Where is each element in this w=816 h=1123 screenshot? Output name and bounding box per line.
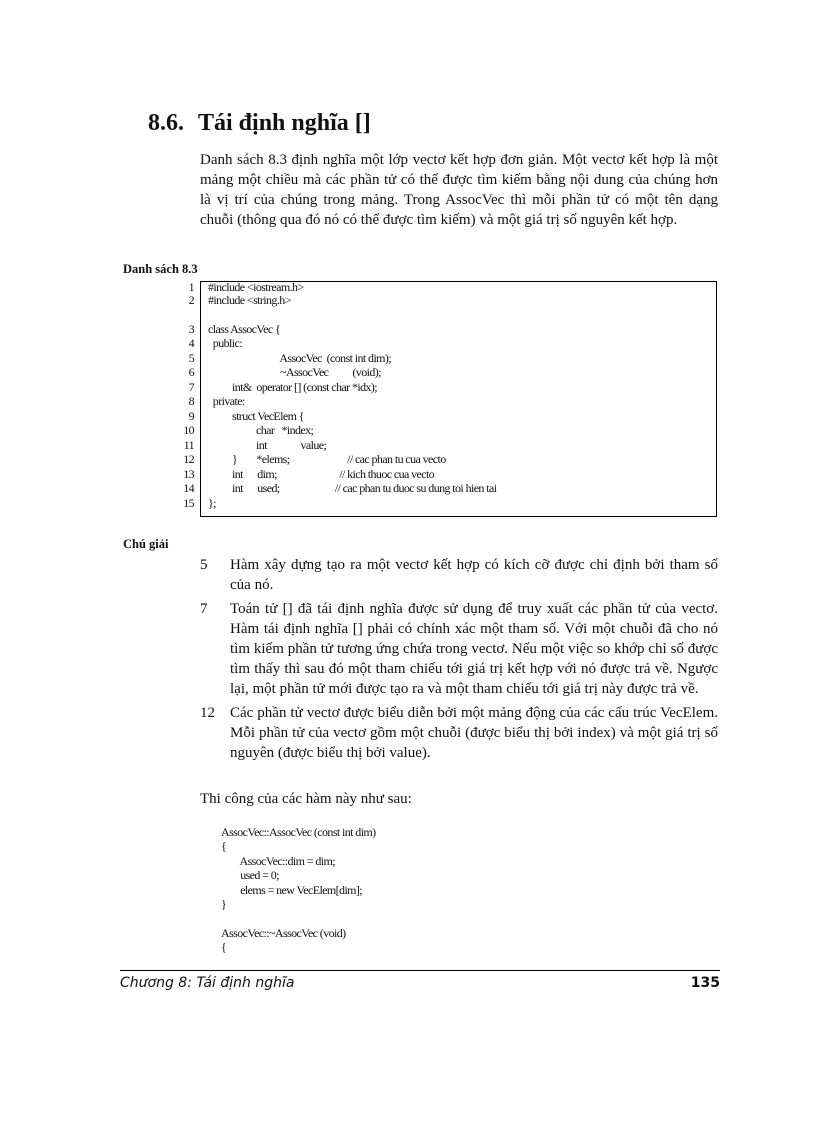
code-text: int value; [208,438,327,452]
section-title: Tái định nghĩa [] [198,110,371,136]
page-number: 135 [690,975,720,991]
impl-code-line: elems = new VecElem[dim]; [221,882,363,897]
note-text: Các phần tử vectơ được biểu diễn bởi một mảng động của các cấu trúc VecElem. Mỗi phần tử của vectơ gồm một chuỗi (được biểu thị bởi index) và một giá trị số nguyên (được biểu thị bởi value). [230,705,718,761]
line-number: 6 [188,365,194,379]
section-heading [148,110,371,137]
code-line [168,394,245,408]
code-text: #include <iostream.h> [208,280,304,294]
code-line [168,365,381,379]
footer-rule [120,970,720,971]
line-number: 15 [183,496,194,510]
impl-code-line: AssocVec::~AssocVec (void) [221,925,346,940]
code-text: private: [208,394,245,408]
impl-code-line [221,911,376,925]
code-text: #include <string.h> [208,293,291,307]
code-line [168,380,378,394]
code-text: int& operator [] (const char *idx); [208,380,378,394]
impl-code-line: AssocVec::AssocVec (const int dim) [221,825,376,839]
impl-code-line: used = 0; [221,868,279,883]
code-line [168,481,497,495]
line-number: 1 [188,280,194,294]
line-number: 13 [183,467,194,481]
notes-list [200,555,718,767]
code-line [168,438,327,452]
impl-code-line: { [221,839,227,854]
intro-paragraph [200,150,718,230]
line-number: 4 [188,336,194,350]
listing-label: Danh sách 8.3 [123,262,198,276]
line-number: 3 [188,322,194,336]
code-text: ~AssocVec (void); [208,365,381,379]
line-number: 9 [188,409,194,423]
code-line [168,322,281,336]
intro-text: Danh sách 8.3 định nghĩa một lớp vectơ kết hợp đơn giản. Một vectơ kết hợp là một mảng một chiều mà các phần tử có thể được tìm kiếm bằng nội dung của chúng hơn là vị trí của chúng trong mảng. Trong AssocVec thì mỗi phần tử có một tên dạng chuỗi (thông qua đó nó có thể được tìm kiếm) và một giá trị số nguyên kết hợp. [200,152,718,228]
code-text: }; [208,496,216,510]
note-item [200,555,718,595]
code-text: char *index; [208,423,314,437]
code-line [168,496,216,510]
notes-label: Chú giải [123,537,169,551]
line-number: 7 [188,380,194,394]
line-number: 10 [183,423,194,437]
note-text: Toán tử [] đã tái định nghĩa được sử dụng để truy xuất các phần tử của vectơ. Hàm tái định nghĩa [] phải có chính xác một tham số. Với một chuỗi đã cho nó tìm kiếm phần tử tương ứng chứa trong vectơ. Nếu một việc so khớp chỉ số được tìm thấy thì sau đó một tham chiếu tới giá trị kết hợp với nó được trả về. Ngược lại, một phần tử mới được tạo ra và một tham chiếu tới giá trị này được trả về. [230,601,718,697]
implementation-code [221,825,376,955]
impl-code-line: { [221,940,227,955]
line-number: 5 [188,351,194,365]
code-line [168,467,435,481]
implementation-intro: Thi công của các hàm này như sau: [200,791,412,807]
line-number: 11 [183,438,194,452]
code-text: int used; // cac phan tu duoc su dung toi hien tai [208,481,497,495]
note-text: Hàm xây dựng tạo ra một vectơ kết hợp có kích cỡ được chỉ định bởi tham số của nó. [230,557,718,593]
line-number: 8 [188,394,194,408]
note-item [200,703,718,763]
code-line [168,452,446,466]
note-item [200,599,718,699]
code-text: AssocVec (const int dim); [208,351,392,365]
line-number: 14 [183,481,194,495]
code-line [168,409,304,423]
code-text: public: [208,336,242,350]
footer-chapter: Chương 8: Tái định nghĩa [120,975,295,991]
code-text: int dim; // kich thuoc cua vecto [208,467,435,481]
code-text: } *elems; // cac phan tu cua vecto [208,452,446,466]
line-number: 2 [188,293,194,307]
note-number: 5 [200,557,208,573]
code-line [168,351,392,365]
code-line [168,293,291,307]
code-text: struct VecElem { [208,409,304,423]
note-number: 7 [200,601,208,617]
section-number: 8.6. [148,110,184,136]
impl-code-line: } [221,896,227,911]
code-line [168,336,242,350]
impl-code-line: AssocVec::dim = dim; [221,853,335,868]
line-number: 12 [183,452,194,466]
code-line [168,423,314,437]
note-number: 12 [200,705,215,721]
code-text: class AssocVec { [208,322,281,336]
